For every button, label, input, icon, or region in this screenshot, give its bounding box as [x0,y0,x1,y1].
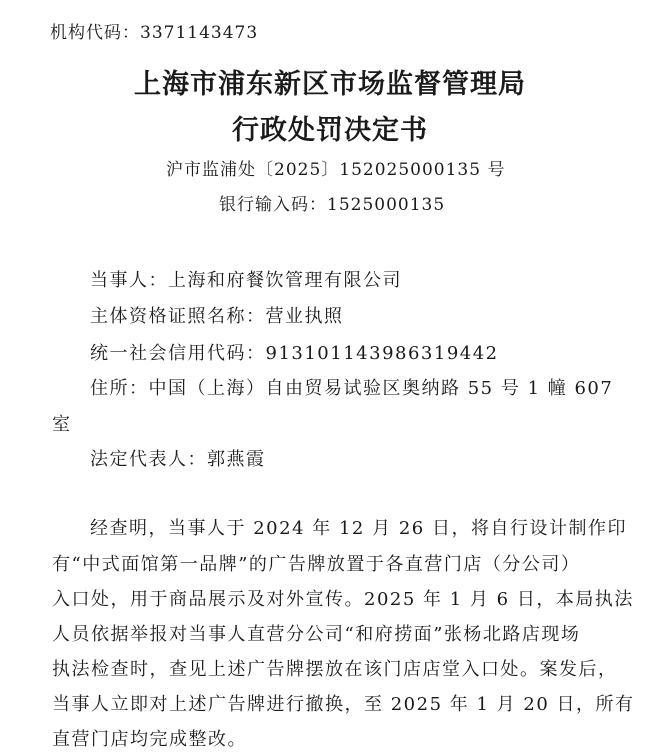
body-line: 入口处，用于商品展示及对外宣传。2025 年 1 月 6 日，本局执法 [52,589,634,610]
body-line: 直营门店均完成整改。 [52,729,247,750]
party-qualification: 主体资格证照名称：营业执照 [90,306,344,327]
party-credit-code: 统一社会信用代码：913101143986319442 [90,343,499,364]
body-line: 经查明，当事人于 2024 年 12 月 26 日，将自行设计制作印 [90,518,627,539]
party-address-continued: 室 [52,414,72,435]
body-line: 当事人立即对上述广告牌进行撤换，至 2025 年 1 月 20 日，所有 [52,694,635,715]
party-legal-representative: 法定代表人：郭燕霞 [90,449,266,470]
org-code: 机构代码：3371143473 [50,23,259,43]
party-name: 当事人：上海和府餐饮管理有限公司 [90,270,402,291]
body-line: 人员依据举报对当事人直营分公司“和府捞面”张杨北路店现场 [52,624,581,645]
bank-input-code: 银行输入码：1525000135 [219,195,446,215]
body-line: 执法检查时，查见上述广告牌摆放在该门店店堂入口处。案发后， [52,659,618,680]
body-line: 有“中式面馆第一品牌”的广告牌放置于各直营门店（分公司） [52,554,581,575]
document-number: 沪市监浦处〔2025〕152025000135 号 [166,160,506,180]
document-title-type: 行政处罚决定书 [232,115,428,146]
document-title-authority: 上海市浦东新区市场监督管理局 [134,69,526,100]
party-address: 住所：中国（上海）自由贸易试验区奥纳路 55 号 1 幢 607 [90,378,614,399]
